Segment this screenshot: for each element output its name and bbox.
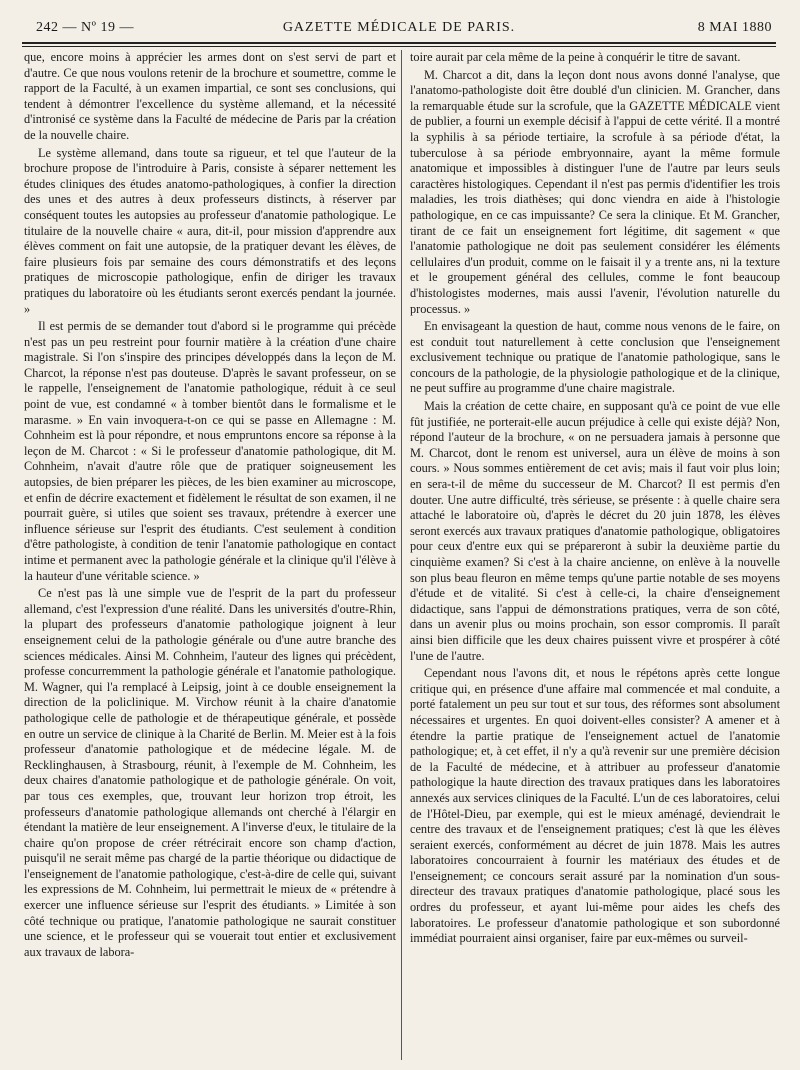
column-divider (401, 50, 402, 1060)
paragraph: Il est permis de se demander tout d'abord si le programme qui précède n'est pas un peu restreint pour fournir matière à la création d'une chaire magistrale. Si l'on s'inspire des principes développés dans la leçon de M. Charcot, la réponse n'est pas douteuse. D'après le savant professeur, on se le rappelle, l'enseignement de l'anatomie pathologique, réduit à ce seul point de vue, est condamné « à tomber bientôt dans le formalisme et le marasme. » En vain invoquera-t-on ce qui se passe en Allemagne : M. Cohnheim est là pour répondre, et nous empruntons encore sa réponse à la leçon de M. Charcot : « Si le professeur d'anatomie pathologique, dit M. Cohnheim, n'avait d'autre rôle que de pratiquer soigneusement les autopsies, de bien préparer les pièces, de les bien examiner au microscope, et enfin de décrire exactement et fidèlement le résultat de son examen, il ne pourrait guère, si utiles que soient ses travaux, prétendre à exercer une influence sérieuse sur l'esprit des étudiants. C'est seulement à condition d'être pathologiste, à condition de tenir l'anatomie pathologique en contact intime et permanent avec la pathologie générale et la clinique qu'il l'élève à la hauteur d'une véritable science. » (24, 319, 396, 583)
paragraph: Mais la création de cette chaire, en supposant qu'à ce point de vue elle fût justifiée, ne porterait-elle aucun préjudice à celle qui existe déjà? Non, répond l'auteur de la brochure, « on ne persuadera jamais à personne que M. Charcot, dont le renom est universel, aura un élève de moins à son cours. » Nous sommes entièrement de cet avis; mais il faut voir plus loin; en sera-t-il de même du successeur de M. Charcot? Il est permis d'en douter. Une autre difficulté, très sérieuse, se présente : à quelle chaire sera attaché le laboratoire où, d'après le décret du 20 juin 1878, les élèves seront exercés aux travaux pratiques d'anatomie pathologique, obligatoires pour ceux d'entre eux qui se prépareront à subir la deuxième partie du cinquième examen? Si c'est à la chaire ancienne, on enlève à la nouvelle son plus beau fleuron en même temps qu'une partie notable de ses moyens d'étude et de vitalité. Si c'est à celle-ci, la chaire d'enseignement didactique, sans l'appui de démonstrations pratiques, verra de son côté, dans un avenir plus ou moins prochain, son essor compromis. Il paraît ainsi bien difficile que les deux chaires puissent vivre et prospérer à côté l'une de l'autre. (410, 399, 780, 663)
page-number: 242 — Nº 19 — (36, 20, 134, 35)
left-column (24, 50, 396, 1062)
right-column (410, 50, 780, 1062)
paragraph: Ce n'est pas là une simple vue de l'esprit de la part du professeur allemand, c'est l'expression d'une réalité. Dans les universités d'outre-Rhin, la plupart des professeurs d'anatomie pathologique joignent à leur enseignement celui de la pathologie générale ou d'une autre branche des sciences médicales. Ainsi M. Cohnheim, l'auteur des lignes qui précèdent, professe concurremment la pathologie générale et l'anatomie pathologique. M. Wagner, qui l'a remplacé à Leipsig, joint à ce double enseignement la direction de la policlinique. M. Virchow réunit à la chaire d'anatomie pathologique celle de pathologie et de thérapeutique générale, et possède en outre un service de clinique à la Charité de Berlin. M. Meier est à la fois professeur d'anatomie pathologique et de médecine légale. M. de Recklinghausen, à Strasbourg, réunit, à l'exemple de M. Cohnheim, les deux chaires d'anatomie pathologique et de pathologie générale. On voit, par tous ces exemples, que, trouvant leur horizon trop étroit, les professeurs d'anatomie pathologique allemands ont cherché à l'élargir en étendant la matière de leur enseignement. A l'inverse d'eux, le titulaire de la chaire qu'on propose de créer rétrécirait encore son champ d'action, puisqu'il ne serait même pas chargé de la partie théorique ou didactique de l'enseignement de l'anatomie pathologique, c'est-à-dire de celle qui, suivant les expressions de M. Cohnheim, lui permettrait le mieux de « prétendre à exercer une influence sérieuse sur l'esprit des étudiants. » Limitée à son côté technique ou pratique, l'anatomie pathologique ne saurait constituer une science, et le professeur qui se vouerait tout entier et exclusivement aux travaux de labora- (24, 586, 396, 959)
paragraph: Le système allemand, dans toute sa rigueur, et tel que l'auteur de la brochure propose de l'introduire à Paris, consiste à séparer nettement les études cliniques des études anatomo-pathologiques, à confier la direction des unes et des autres à deux professeurs distincts, à réserver par conséquent toutes les autopsies au professeur d'anatomie pathologique. Le titulaire de la nouvelle chaire « aura, dit-il, pour mission d'apprendre aux élèves comment on fait une autopsie, de la pratiquer devant les élèves, de faire plusieurs fois par semaine des cours démonstratifs et des leçons pratiques de microscopie pathologique, enfin de diriger les travaux pratiques du laboratoire où les étudiants seront exercés pendant la journée. » (24, 145, 396, 316)
paragraph: Cependant nous l'avons dit, et nous le répétons après cette longue critique qui, en présence d'une affaire mal commencée et mal conduite, a porté fatalement un peu sur tout et sur tous, des réformes sont absolument nécessaires et urgentes. En quoi doivent-elles consister? A amener et à étendre la partie pratique de l'enseignement actuel de l'anatomie pathologique; et, à cet effet, il n'y a qu'à revenir sur une première décision de la Faculté de médecine, et à attribuer au professeur d'anatomie pathologique la haute direction des travaux pratiques dans les laboratoires annexés aux services cliniques de la Faculté. L'un de ces laboratoires, celui de l'Hôtel-Dieu, par exemple, qui est le mieux aménagé, deviendrait le centre des travaux et de l'enseignement pratiques; c'est là que les élèves seraient exercés, conformément au décret de juin 1878. Mais les autres laboratoires concourraient à fournir les matériaux des études et de l'enseignement; ce concours serait assuré par la nomination d'un sous-directeur des travaux pratiques d'anatomie pathologique, placé sous les ordres du professeur, et ayant lui-même pour aides les chefs des laboratoires. Le professeur d'anatomie pathologique et son subordonné immédiat pourraient ainsi organiser, faire par eux-mêmes ou surveil- (410, 666, 780, 946)
paragraph: M. Charcot a dit, dans la leçon dont nous avons donné l'analyse, que l'anatomo-pathologiste doit être doublé d'un clinicien. M. Grancher, dans la remarquable étude sur la scrofule, que la GAZETTE MÉDICALE vient de publier, a fourni un exemple décisif à l'appui de cette vérité. Il a montré la syphilis à sa période tertiaire, la scrofule à sa période d'état, la tuberculose à sa période embryonnaire, ayant la même formule anatomique et impossibles à distinguer l'une de l'autre par leurs seuls caractères histologiques. Cependant il n'est pas permis d'identifier les trois maladies, les trois diathèses; qui donc viendra en aide à l'histologie pathologique, en ce cas impuissante? Ce sera la clinique. Et M. Grancher, tirant de ce fait un enseignement fort légitime, dit sagement « que l'anatomie pathologique ne doit pas seulement considérer les éléments cellulaires d'un produit, comme on le faisait il y a trente ans, ni la texture et le groupement général des cellules, comme le font beaucoup d'histologistes modernes, mais aussi l'avenir, l'évolution naturelle du processus. » (410, 67, 780, 316)
page-header (22, 18, 776, 42)
journal-title: GAZETTE MÉDICALE DE PARIS. (282, 20, 516, 35)
issue-date: 8 MAI 1880 (697, 20, 772, 35)
header-rule-thin (22, 46, 776, 47)
paragraph: toire aurait par cela même de la peine à conquérir le titre de savant. (410, 50, 741, 64)
header-rule-thick (22, 42, 776, 44)
paragraph: que, encore moins à apprécier les armes dont on s'est servi de part et d'autre. Ce que nous voulons retenir de la brochure et soumettre, comme le rapport de la Faculté, à un examen impartial, ce sont ses conclusions, qui tendent à démontrer l'excellence du système allemand, et la nécessité d'intronisé ce système dans la Faculté de médecine de Paris par la création de la nouvelle chaire. (24, 50, 396, 142)
paragraph: En envisageant la question de haut, comme nous venons de le faire, on est conduit tout naturellement à cette conclusion que l'enseignement exclusivement technique ou pratique de l'anatomie pathologique, sans le concours de la pathologie, de la physiologie pathologique et de la clinique, ne peut suffire au programme d'une chaire magistrale. (410, 319, 780, 396)
